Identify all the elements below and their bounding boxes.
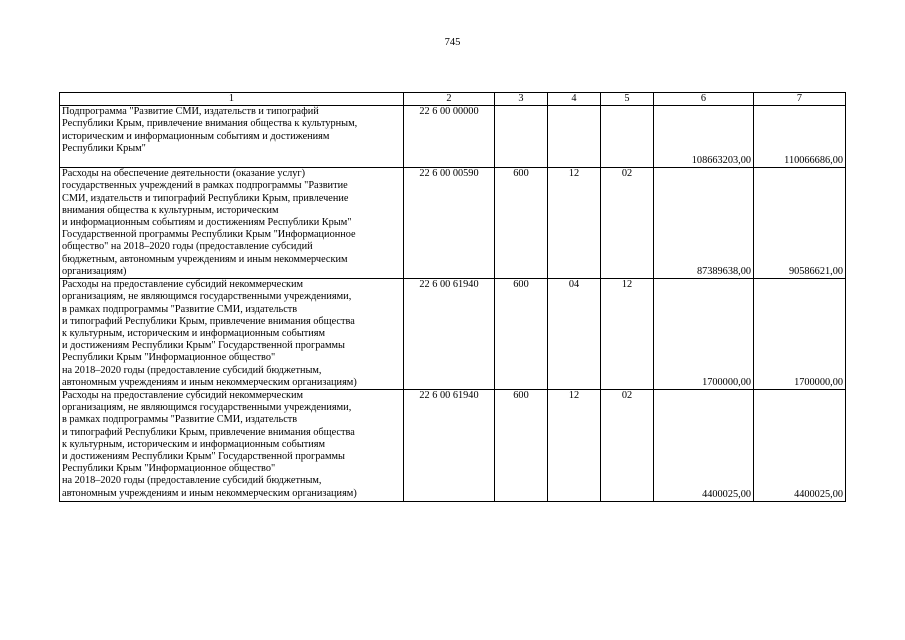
section-code bbox=[548, 106, 601, 168]
expense-type-code: 600 bbox=[495, 279, 548, 390]
amount-year-1: 108663203,00 bbox=[654, 106, 754, 168]
column-header: 4 bbox=[548, 93, 601, 106]
amount-year-1: 87389638,00 bbox=[654, 168, 754, 279]
subsection-code: 12 bbox=[601, 279, 654, 390]
column-header: 5 bbox=[601, 93, 654, 106]
row-description: Подпрограмма "Развитие СМИ, издательств и типографий Республики Крым, привлечение внимания общества к культурным, историческим и информационным событиям и достижениям Республики Крым" bbox=[60, 106, 404, 168]
expense-type-code: 600 bbox=[495, 168, 548, 279]
expense-type-code bbox=[495, 106, 548, 168]
table-row bbox=[60, 168, 846, 279]
expense-type-code: 600 bbox=[495, 390, 548, 502]
table-row bbox=[60, 106, 846, 168]
table-header-row bbox=[60, 93, 846, 106]
target-article-code: 22 6 00 00000 bbox=[404, 106, 495, 168]
column-header: 2 bbox=[404, 93, 495, 106]
section-code: 04 bbox=[548, 279, 601, 390]
section-code: 12 bbox=[548, 168, 601, 279]
budget-table bbox=[59, 92, 846, 502]
amount-year-2: 4400025,00 bbox=[754, 390, 846, 502]
column-header: 1 bbox=[60, 93, 404, 106]
table-row bbox=[60, 279, 846, 390]
amount-year-2: 1700000,00 bbox=[754, 279, 846, 390]
subsection-code bbox=[601, 106, 654, 168]
target-article-code: 22 6 00 00590 bbox=[404, 168, 495, 279]
column-header: 3 bbox=[495, 93, 548, 106]
column-header: 6 bbox=[654, 93, 754, 106]
target-article-code: 22 6 00 61940 bbox=[404, 279, 495, 390]
amount-year-2: 110066686,00 bbox=[754, 106, 846, 168]
amount-year-1: 1700000,00 bbox=[654, 279, 754, 390]
column-header: 7 bbox=[754, 93, 846, 106]
page-number: 745 bbox=[444, 37, 461, 48]
row-description: Расходы на обеспечение деятельности (оказание услуг) государственных учреждений в рамках подпрограммы "Развитие СМИ, издательств и типографий Республики Крым, привлечение внимания общества к культурным, историческим и информационным событиям и достижениям Республики Крым" Государственной программы Республики Крым "Информационное общество" на 2018–2020 годы (предоставление субсидий бюджетным, автономным учреждениям и иным некоммерческим организациям) bbox=[60, 168, 404, 279]
target-article-code: 22 6 00 61940 bbox=[404, 390, 495, 502]
amount-year-2: 90586621,00 bbox=[754, 168, 846, 279]
section-code: 12 bbox=[548, 390, 601, 502]
row-description: Расходы на предоставление субсидий некоммерческим организациям, не являющимся государственными учреждениями, в рамках подпрограммы "Развитие СМИ, издательств и типографий Республики Крым, привлечение внимания общества к культурным, историческим и информационным событиям и достижениям Республики Крым" Государственной программы Республики Крым "Информационное общество" на 2018–2020 годы (предоставление субсидий бюджетным, автономным учреждениям и иным некоммерческим организациям) bbox=[60, 390, 404, 502]
amount-year-1: 4400025,00 bbox=[654, 390, 754, 502]
subsection-code: 02 bbox=[601, 390, 654, 502]
row-description: Расходы на предоставление субсидий некоммерческим организациям, не являющимся государственными учреждениями, в рамках подпрограммы "Развитие СМИ, издательств и типографий Республики Крым, привлечение внимания общества к культурным, историческим и информационным событиям и достижениям Республики Крым" Государственной программы Республики Крым "Информационное общество" на 2018–2020 годы (предоставление субсидий бюджетным, автономным учреждениям и иным некоммерческим организациям) bbox=[60, 279, 404, 390]
table-row bbox=[60, 390, 846, 502]
subsection-code: 02 bbox=[601, 168, 654, 279]
